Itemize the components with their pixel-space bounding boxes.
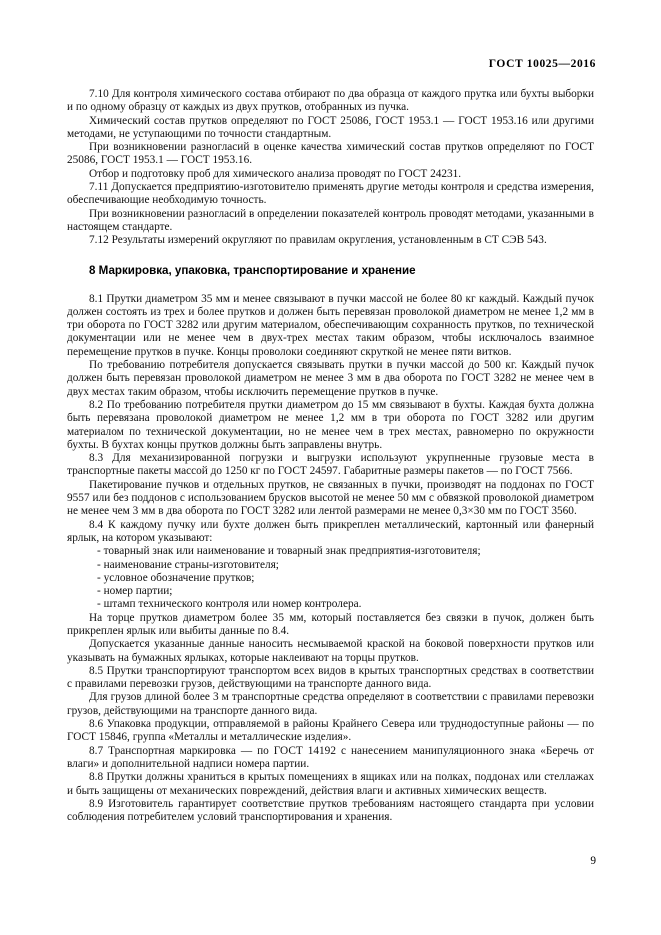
paragraph: 8.7 Транспортная маркировка — по ГОСТ 14192 с нанесением манипуляционного знака «Беречь от влаги» и дополнительной надписи номера партии. [67,744,594,770]
paragraph: На торце прутков диаметром более 35 мм, который поставляется без связки в пучок, должен быть прикреплен ярлык или выбиты данные по 8.4. [67,611,594,637]
paragraph: 7.12 Результаты измерений округляют по правилам округления, установленным в СТ СЭВ 543. [89,234,547,247]
paragraph: 8.8 Прутки должны храниться в крытых помещениях в ящиках или на полках, поддонах или стеллажах и быть защищены от механических повреждений, действия влаги и активных химических веществ. [67,771,594,797]
page-number: 9 [590,855,596,867]
paragraph: 8.1 Прутки диаметром 35 мм и менее связывают в пучки массой не более 80 кг каждый. Каждый пучок должен состоять из трех и более прутков и должен быть перевязан проволокой диаметром не менее 1,2 мм в три оборота по ГОСТ 3282 или другим материалом, обеспечивающим сохранность прутков, по технической документации или не менее чем в двух-трех местах таким образом, чтобы исключалось взаимное перемещение прутков в пучке. Концы проволоки соединяют скруткой не менее пяти витков. [67,292,594,358]
document-body [67,88,594,824]
paragraph: 8.6 Упаковка продукции, отправляемой в районы Крайнего Севера или труднодоступные районы — по ГОСТ 15846, группа «Металлы и металлические изделия». [67,718,594,744]
spacer [67,278,594,293]
list-item: - условное обозначение прутков; [97,571,255,584]
paragraph: 7.11 Допускается предприятию-изготовителю применять другие методы контроля и средства измерения, обеспечивающие необходимую точность. [67,181,594,207]
spacer [67,248,594,264]
list-item: - номер партии; [97,585,173,598]
paragraph: Пакетирование пучков и отдельных прутков, не связанных в пучки, производят на поддонах по ГОСТ 9557 или без поддонов с использованием брусков высотой не менее 50 мм с обвязкой проволокой диаметром не менее чем 3 мм в два оборота по ГОСТ 3282 или лентой размерами не менее 0,3×30 мм по ГОСТ 3560. [67,478,594,518]
paragraph: При возникновении разногласий в оценке качества химический состав прутков определяют по ГОСТ 25086, ГОСТ 1953.1 — ГОСТ 1953.16. [67,141,594,167]
paragraph: Отбор и подготовку проб для химического анализа проводят по ГОСТ 24231. [89,167,462,180]
paragraph: 8.4 К каждому пучку или бухте должен быть прикреплен металлический, картонный или фанерный ярлык, на котором указывают: [67,518,594,544]
list-item: - штамп технического контроля или номер контролера. [97,598,362,611]
section-heading: 8 Маркировка, упаковка, транспортирование и хранение [89,263,416,277]
paragraph: 8.5 Прутки транспортируют транспортом всех видов в крытых транспортных средствах в соответствии с правилами перевозки грузов, действующими на транспорте данного вида. [67,664,594,691]
paragraph: 8.9 Изготовитель гарантирует соответствие прутков требованиям настоящего стандарта при условии соблюдения потребителем условий транспортирования и хранения. [67,797,594,824]
paragraph: 8.2 По требованию потребителя прутки диаметром до 15 мм связывают в бухты. Каждая бухта должна быть перевязана проволокой диаметром не менее 1,2 мм в три оборота по ГОСТ 3282 или другим материалом по технической документации, но не менее чем в трех местах, равномерно по окружности бухты. В бухтах концы прутков должны быть заправлены внутрь. [67,398,594,451]
list-item: - товарный знак или наименование и товарный знак предприятия-изготовителя; [97,545,481,558]
paragraph: Допускается указанные данные наносить несмываемой краской на боковой поверхности прутков или указывать на бумажных ярлыках, которые наклеивают на торцы прутков. [67,638,594,664]
paragraph: 8.3 Для механизированной погрузки и выгрузки используют укрупненные грузовые места в транспортные пакеты массой до 1250 кг по ГОСТ 24597. Габаритные размеры пакетов — по ГОСТ 7566. [67,452,594,478]
paragraph: При возникновении разногласий в определении показателей контроль проводят методами, указанными в настоящем стандарте. [67,207,594,233]
page-header: ГОСТ 10025—2016 [488,58,596,70]
paragraph: По требованию потребителя допускается связывать прутки в пучки массой до 500 кг. Каждый пучок должен быть перевязан проволокой диаметром не менее 3 мм в два оборота по ГОСТ 3282 не менее чем в двух местах таким образом, чтобы исключить перемещение прутков в пучке. [67,359,594,398]
paragraph: 7.10 Для контроля химического состава отбирают по два образца от каждого прутка или бухты выборки и по одному образцу от каждых из двух прутков, отобранных из пучка. [67,88,594,114]
paragraph: Химический состав прутков определяют по ГОСТ 25086, ГОСТ 1953.1 — ГОСТ 1953.16 или другими методами, не уступающими по точности стандартным. [67,114,594,140]
paragraph: Для грузов длиной более 3 м транспортные средства определяют в соответствии с правилами перевозки грузов, действующими на транспорте данного вида. [67,691,594,717]
list-item: - наименование страны-изготовителя; [97,558,279,571]
